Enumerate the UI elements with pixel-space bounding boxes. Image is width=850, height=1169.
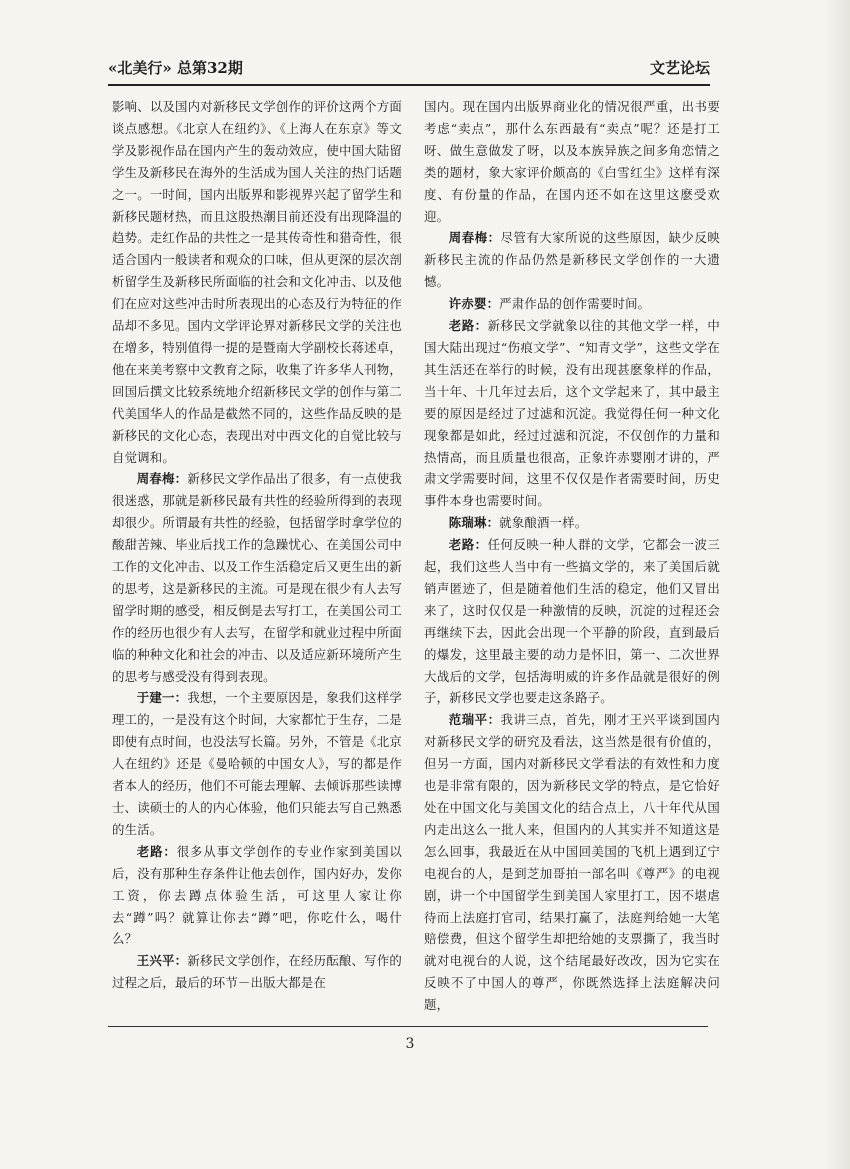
left-column bbox=[112, 96, 402, 994]
paragraph bbox=[424, 512, 720, 534]
footer-divider bbox=[108, 1026, 708, 1027]
paragraph-text: 我讲三点，首先，刚才王兴平谈到国内对新移民文学的研究及看法，这当然是很有价值的，但另一方面，国内对新移民文学看法的有效性和力度也是非常有限的，因为新移民文学的特点，是它恰好处在中国文化与美国文化的结合点上，八十年代从国内走出这么一批人来，但国内的人其实并不知道这是怎么回事，我最近在从中国回美国的飞机上遇到辽宁电视台的人，是到芝加哥拍一部名叫《尊严》的电视剧，讲一个中国留学生到美国人家里打工，因不堪虐待而上法庭打官司，结果打赢了，法庭判给她一大笔赔偿费，但这个留学生却把给她的支票撕了，我当时就对电视台的人说，这个结尾最好改改，因为它实在反映不了中国人的尊严，你既然选择上法庭解决问题， bbox=[424, 712, 720, 1013]
speaker-name: 老路： bbox=[136, 843, 177, 859]
paragraph bbox=[424, 227, 720, 293]
paragraph bbox=[112, 687, 402, 840]
paragraph-text: 影响、以及国内对新移民文学创作的评价这两个方面谈点感想。《北京人在纽约》、《上海人在东京》等文学及影视作品在国内产生的轰动效应，使中国大陆留学生及新移民在海外的生活成为国人关注的热门话题之一。一时间，国内出版界和影视界兴起了留学生和新移民题材热，而且这股热潮目前还没有出现降温的趋势。走红作品的共性之一是其传奇性和猎奇性，很适合国内一般读者和观众的口味，但从更深的层次剖析留学生及新移民所面临的社会和文化冲击、以及他们在应对这些冲击时所表现出的心态及行为特征的作品却不多见。国内文学评论界对新移民文学的关注也在增多，特别值得一提的是暨南大学副校长蒋述卓，他在来美考察中文教育之际，收集了许多华人刊物，回国后撰文比较系统地介绍新移民文学的创作与第二代美国华人的作品是截然不同的，这些作品反映的是新移民的文化心态，表现出对中西文化的自觉比较与自觉调和。 bbox=[112, 99, 402, 465]
paragraph-text: 我想，一个主要原因是，象我们这样学理工的，一是没有这个时间，大家都忙于生存，二是即使有点时间，也没法写长篇。另外，不管是《北京人在纽约》还是《曼哈顿的中国女人》，写的都是作者本人的经历，他们不可能去理解、去倾诉那些读博士、读硕士的人的内心体验，他们只能去写自己熟悉的生活。 bbox=[112, 690, 402, 837]
speaker-name: 周春梅： bbox=[136, 471, 188, 487]
paragraph bbox=[424, 293, 720, 315]
paragraph-text: 很多从事文学创作的专业作家到美国以后，没有那种生存条件让他去创作，国内好办，发你工资，你去蹲点体验生活，可这里人家让你去“蹲”吗？就算让你去“蹲”吧，你吃什么，喝什么？ bbox=[112, 843, 402, 947]
paragraph-text: 严肃作品的创作需要时间。 bbox=[499, 296, 651, 312]
speaker-name: 老路： bbox=[448, 537, 488, 553]
paragraph-text: 就象酿酒一样。 bbox=[499, 515, 588, 531]
paragraph bbox=[112, 841, 402, 951]
paragraph-text: 任何反映一种人群的文学，它都会一波三起，我们这些人当中有一些搞文学的，来了美国后就销声匿迹了，但是随着他们生活的稳定，他们又冒出来了，这时仅仅是一种激情的反映，沉淀的过程还会再继续下去，因此会出现一个平静的阶段，直到最后的爆发，这里最主要的动力是怀旧，第一、二次世界大战后的文学，包括海明威的许多作品就是很好的例子，新移民文学也要走这条路子。 bbox=[424, 537, 720, 706]
paragraph bbox=[424, 534, 720, 709]
page-header bbox=[108, 52, 710, 86]
page-number: 3 bbox=[405, 1036, 415, 1052]
paragraph-text: 尽管有大家所说的这些原因，缺少反映新移民主流的作品仍然是新移民文学创作的一大遗憾。 bbox=[424, 230, 720, 290]
paragraph-text: 新移民文学就象以往的其他文学一样，中国大陆出现过“伤痕文学”、“知青文学”，这些文学在其生活还在举行的时候，没有出现甚麽象样的作品，当十年、十几年过去后，这个文学起来了，其中最主要的原因是经过了过滤和沉淀。我觉得任何一种文化现象都是如此，经过过滤和沉淀，不仅创作的力量和热情高，而且质量也很高，正象许赤婴刚才讲的，严肃文学需要时间，这里不仅仅是作者需要时间，历史事件本身也需要时间。 bbox=[424, 318, 720, 509]
speaker-name: 陈瑞琳： bbox=[448, 515, 500, 531]
paragraph-text: 国内。现在国内出版界商业化的情况很严重，出书要考虑“卖点”，那什么东西最有“卖点”呢？还是打工呀、做生意做发了呀，以及本族异族之间多角恋情之类的题材，象大家评价颇高的《白雪红尘》这样有深度、有份量的作品，在国内还不如在这里这麽受欢迎。 bbox=[424, 99, 720, 224]
paragraph bbox=[424, 709, 720, 1016]
paragraph bbox=[424, 315, 720, 512]
speaker-name: 于建一： bbox=[136, 690, 188, 706]
section-title: 文艺论坛 bbox=[649, 59, 710, 77]
paragraph-text: 新移民文学创作，在经历酝酿、写作的过程之后，最后的环节－出版大都是在 bbox=[112, 953, 402, 991]
scan-shadow bbox=[824, 0, 850, 1169]
speaker-name: 范瑞平： bbox=[448, 712, 501, 728]
paragraph bbox=[112, 96, 402, 468]
speaker-name: 许赤婴： bbox=[448, 296, 500, 312]
speaker-name: 王兴平： bbox=[136, 953, 188, 969]
publication-issue: «北美行» 总第32期 bbox=[108, 59, 243, 77]
paragraph bbox=[424, 96, 720, 227]
paragraph-text: 新移民文学作品出了很多，有一点使我很迷惑，那就是新移民最有共性的经验所得到的表现却很少。所谓最有共性的经验，包括留学时拿学位的酸甜苦辣、毕业后找工作的急躁忧心、在美国公司中工作的文化冲击、以及工作生活稳定后又更生出的新的思考，这是新移民的主流。可是现在很少有人去写留学时期的感受，相反倒是去写打工，在美国公司工作的经历也很少有人去写，在留学和就业过程中所面临的种种文化和社会的冲击、以及适应新环境所产生的思考与感受没有得到表现。 bbox=[112, 471, 402, 684]
right-column bbox=[424, 96, 720, 1016]
paragraph bbox=[112, 950, 402, 994]
paragraph bbox=[112, 468, 402, 687]
speaker-name: 周春梅： bbox=[448, 230, 501, 246]
speaker-name: 老路： bbox=[448, 318, 488, 334]
